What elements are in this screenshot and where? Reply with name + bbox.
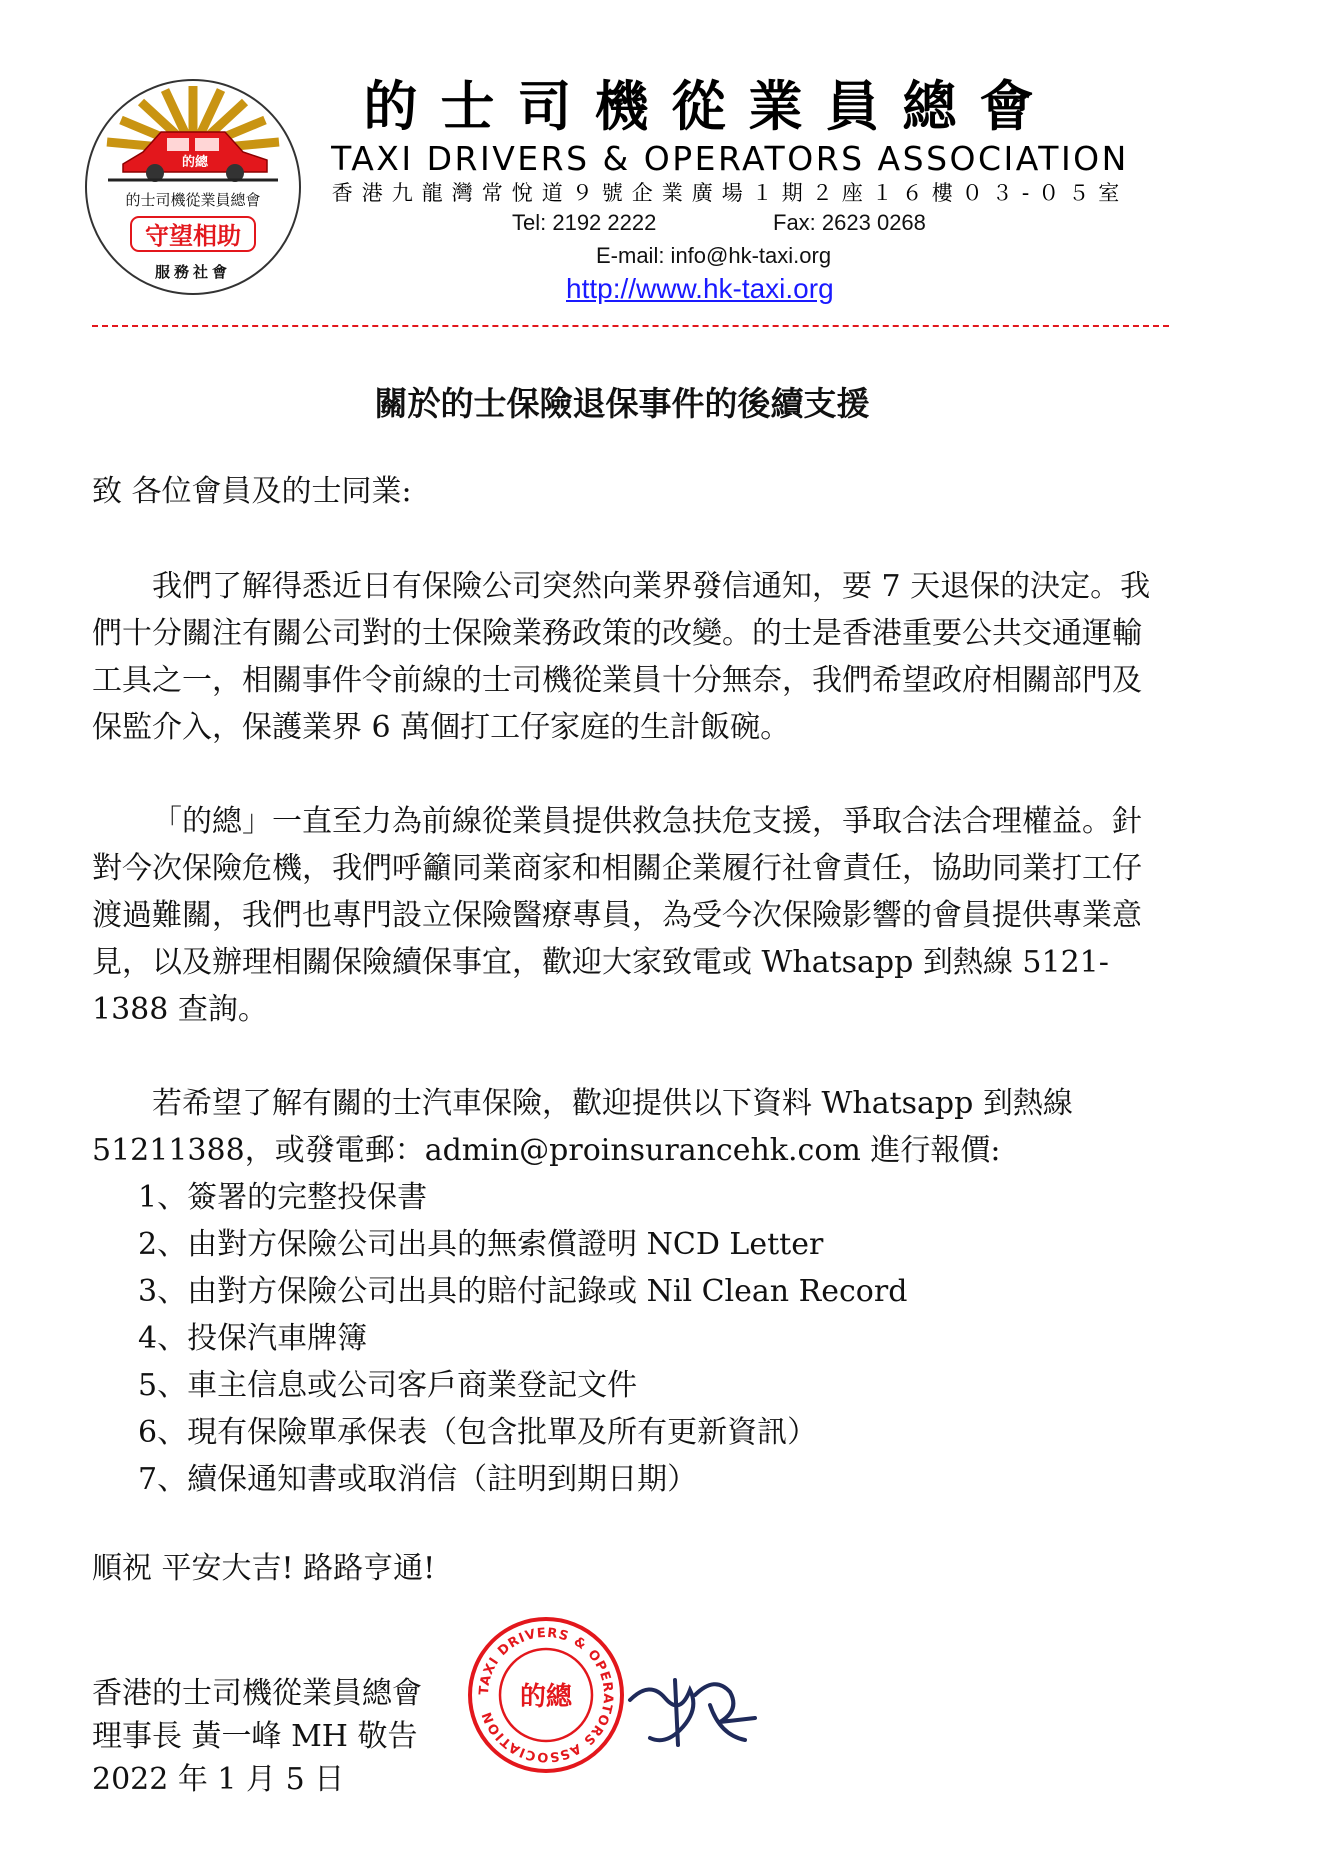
org-website-link[interactable]: http://www.hk-taxi.org	[566, 273, 834, 304]
list-item: 3、由對方保險公司出具的賠付記錄或 Nil Clean Record	[138, 1274, 908, 1309]
logo-slogan: 服務社會	[154, 263, 232, 281]
letter-closing: 順祝 平安大吉! 路路亨通!	[92, 1551, 436, 1586]
list-item: 1、簽署的完整投保書	[138, 1180, 428, 1215]
org-fax: Fax: 2623 0268	[773, 210, 926, 235]
list-item: 7、續保通知書或取消信（註明到期日期）	[138, 1462, 698, 1497]
list-item: 6、現有保險單承保表（包含批單及所有更新資訊）	[138, 1415, 818, 1450]
letter-greeting: 致 各位會員及的士同業:	[92, 474, 412, 509]
association-logo	[83, 72, 303, 302]
org-telephone: Tel: 2192 2222	[512, 210, 657, 235]
letter-paragraph-3: 若希望了解有關的士汽車保險，歡迎提供以下資料 Whatsapp 到熱線 51211388，或發電郵：admin@proinsurancehk.com 進行報價:	[92, 1086, 1073, 1168]
signature-signer: 理事長 黃一峰 MH 敬告	[92, 1719, 418, 1754]
logo-motto: 守望相助	[145, 222, 241, 250]
list-item: 2、由對方保險公司出具的無索償證明 NCD Letter	[138, 1227, 824, 1262]
letter-paragraph-1: 我們了解得悉近日有保險公司突然向業界發信通知，要 7 天退保的決定。我們十分關注有關公司對的士保險業務政策的改變。的士是香港重要公共交通運輸工具之一，相關事件令前線的士司機從業員十分無奈，我們希望政府相關部門及保監介入，保護業界 6 萬個打工仔家庭的生計飯碗。	[92, 569, 1151, 745]
list-item: 5、車主信息或公司客戶商業登記文件	[138, 1368, 638, 1403]
header-divider	[92, 325, 1169, 327]
org-name-english: TAXI DRIVERS & OPERATORS ASSOCIATION	[331, 139, 1129, 178]
handwritten-signature	[620, 1660, 765, 1760]
logo-car-label: 的總	[181, 155, 209, 170]
seal-ring-text: TAXI DRIVERS & OPERATORS ASSOCIATION	[476, 1625, 616, 1765]
letter-paragraph-2: 「的總」一直至力為前線從業員提供救急扶危支援，爭取合法合理權益。針對今次保險危機，我們呼籲同業商家和相關企業履行社會責任，協助同業打工仔渡過難關，我們也專門設立保險醫療專員，為受今次保險影響的會員提供專業意見，以及辦理相關保險續保事宜，歡迎大家致電或 Whatsapp 到熱線 5121-1388 查詢。	[92, 804, 1142, 1027]
letter-title: 關於的士保險退保事件的後續支援	[374, 384, 870, 423]
seal-center-text: 的總	[519, 1682, 573, 1712]
signature-org: 香港的士司機從業員總會	[92, 1676, 422, 1711]
org-address: 香港九龍灣常悅道９號企業廣場１期２座１６樓０３-０５室	[331, 181, 1129, 205]
required-documents-list	[138, 1174, 907, 1503]
list-item: 4、投保汽車牌簿	[138, 1321, 368, 1356]
org-email: E-mail: info@hk-taxi.org	[596, 243, 832, 268]
logo-ring-text: 的士司機從業員總會	[125, 191, 261, 209]
signature-date: 2022 年 1 月 5 日	[92, 1762, 345, 1797]
org-name-chinese: 的士司機從業員總會	[363, 75, 1057, 138]
association-seal	[466, 1615, 626, 1775]
